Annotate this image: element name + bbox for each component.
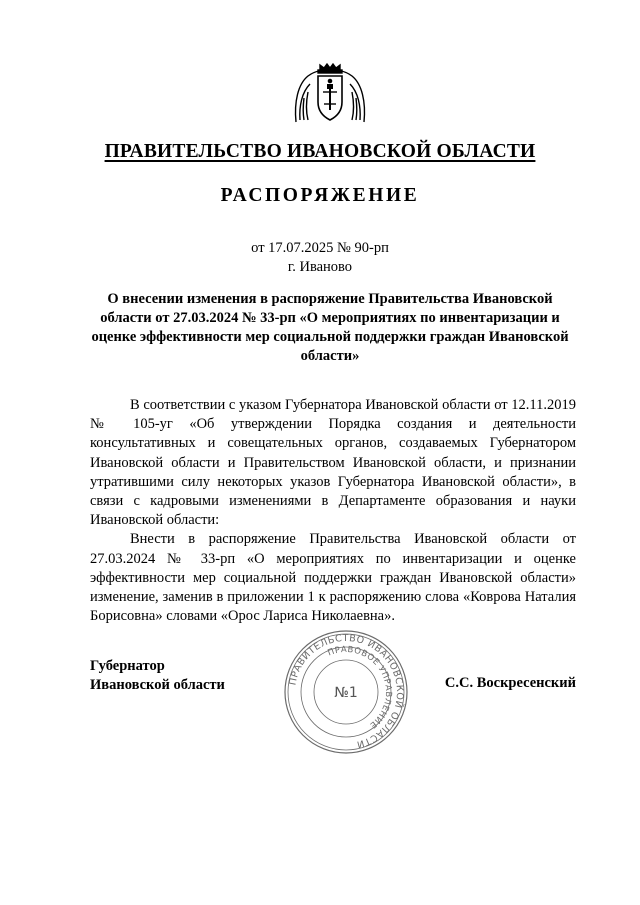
signatory-position (90, 657, 225, 694)
document-city: г. Иваново (287, 259, 353, 275)
document-subject: О внесении изменения в распоряжение Правительства Ивановской области от 27.03.2024 № 33-рп «О мероприятиях по инвентаризации и оценке эффективности мер социальной поддержки граждан Ивановской области» (91, 291, 569, 364)
organization-title: ПРАВИТЕЛЬСТВО ИВАНОВСКОЙ ОБЛАСТИ (104, 141, 536, 162)
official-stamp (283, 629, 409, 755)
document-date-number: от 17.07.2025 № 90-рп (251, 240, 389, 256)
document-type-title: РАСПОРЯЖЕНИЕ (220, 185, 420, 206)
body-paragraph-2: Внести в распоряжение Правительства Ивановской области от 27.03.2024 № 33-рп «О мероприятиях по инвентаризации и оценке эффективности мер социальной поддержки граждан Ивановской области» изменение, заменив в приложении 1 к распоряжению слова «Коврова Наталия Борисовна» словами «Орос Лариса Николаевна». (90, 531, 576, 625)
stamp-number: №1 (334, 685, 358, 701)
body-paragraph-1: В соответствии с указом Губернатора Ивановской области от 12.11.2019 № 105-уг «Об утверждении Порядка создания и деятельности консультативных и совещательных органов, создаваемых Губернатором Ивановской области и Правительством Ивановской области, и признании утратившими силу некоторых указов Губернатора Ивановской области», в связи с кадровыми изменениями в Департаменте образования и науки Ивановской области: (90, 397, 576, 529)
stamp-outer-text: ПРАВИТЕЛЬСТВО ИВАНОВСКОЙ ОБЛАСТИ (287, 632, 406, 750)
coat-of-arms-icon (290, 62, 370, 128)
stamp-inner-text: ПРАВОВОЕ УПРАВЛЕНИЕ (326, 644, 394, 731)
document-body (90, 396, 576, 626)
signatory-name: С.С. Воскресенский (444, 675, 576, 691)
signatory-position-line-2: Ивановской области (90, 676, 225, 693)
signatory-position-line-1: Губернатор (90, 658, 165, 674)
